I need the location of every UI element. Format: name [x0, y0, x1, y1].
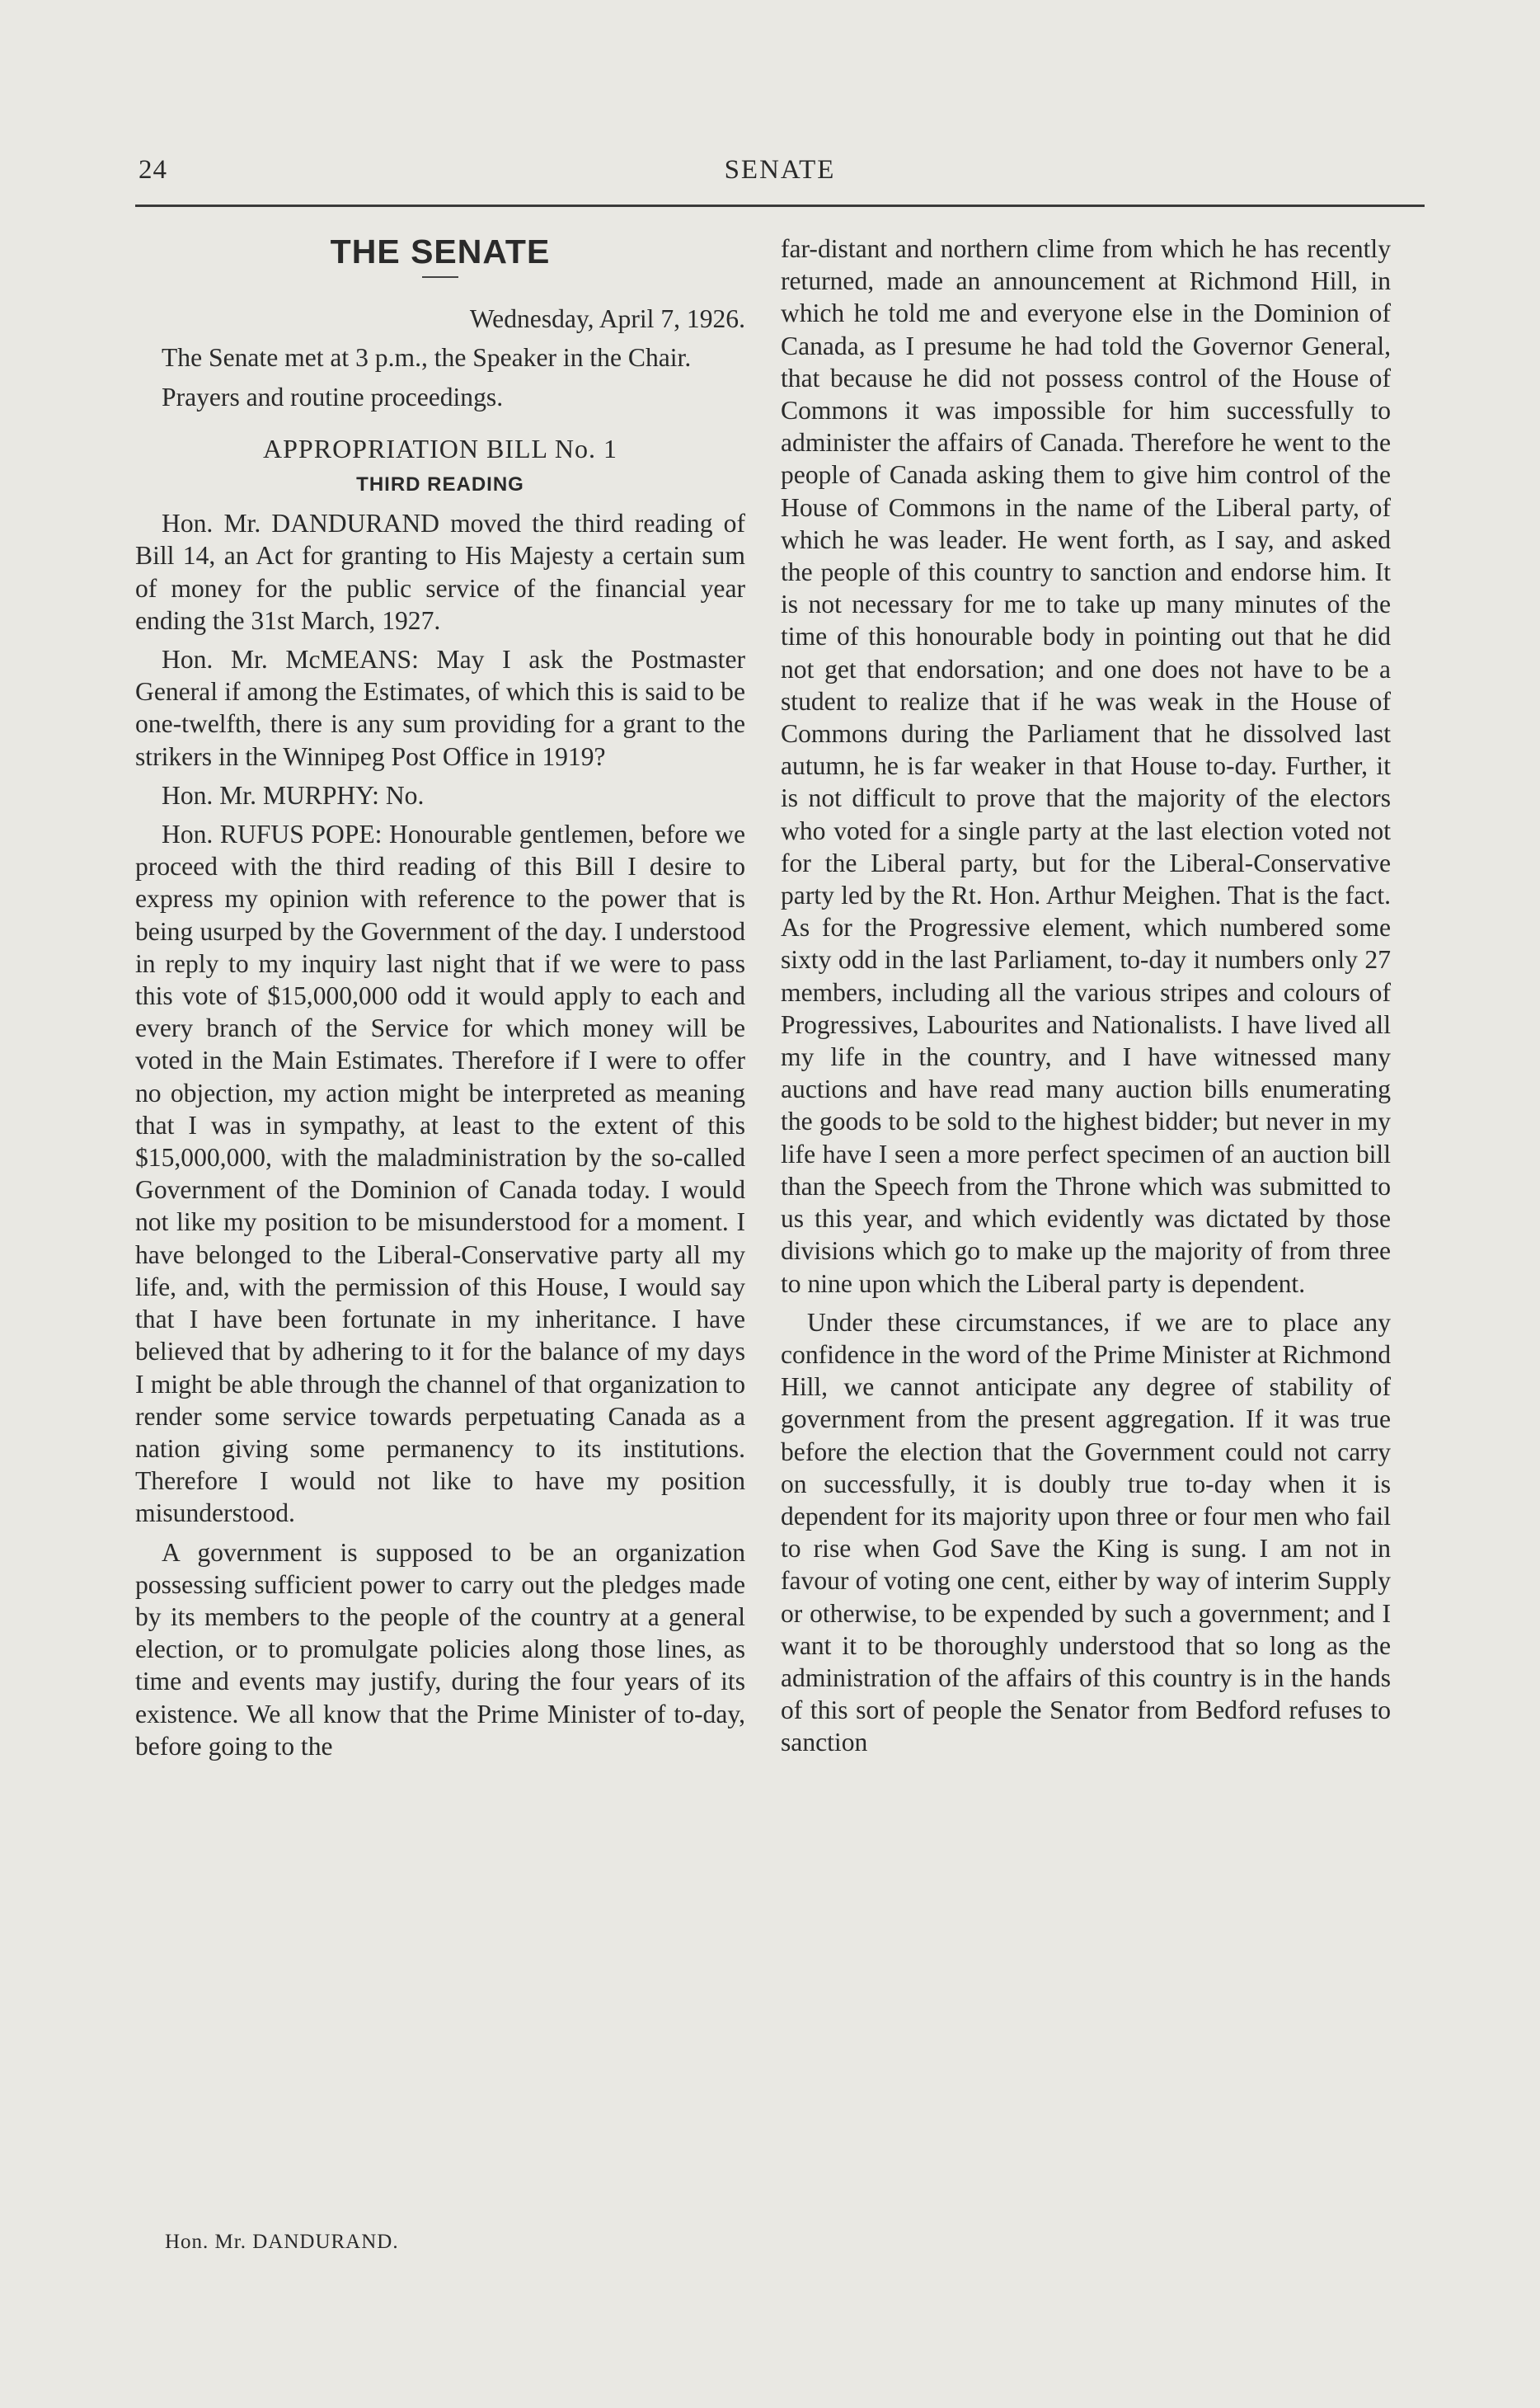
- paragraph: A government is supposed to be an organization possessing sufficient power to carry out the pledges made by its members to the people of the country at a general election, or to promulgate policies along those lines, as time and events may justify, during the four years of its existence. We all know that the Prime Minister of to-day, before going to the: [135, 1537, 745, 1761]
- page-header: [139, 155, 1421, 191]
- session-date: Wednesday, April 7, 1926.: [469, 304, 745, 334]
- page-number: 24: [139, 155, 167, 185]
- paragraph: The Senate met at 3 p.m., the Speaker in the Chair.: [162, 343, 692, 373]
- left-column: [135, 233, 745, 1762]
- right-column: [781, 233, 1391, 1759]
- title-rule: [422, 276, 458, 278]
- bill-subheading: THIRD READING: [356, 473, 524, 496]
- header-rule: [135, 205, 1425, 207]
- paragraph: Under these circumstances, if we are to place any confidence in the word of the Prime Minister at Richmond Hill, we cannot anticipate any degree of stability of government from the present aggregation. If it was true before the election that the Government could not carry on successfully, it is doubly true to-day when it is dependent for its majority upon three or four men who fail to rise when God Save the King is sung. I am not in favour of voting one cent, either by way of interim Supply or otherwise, to be expended by such a government; and I want it to be thoroughly understood that so long as the administration of the affairs of this country is in the hands of this sort of people the Senator from Bedford refuses to sanction: [781, 1307, 1391, 1757]
- paragraph: Prayers and routine proceedings.: [162, 382, 504, 412]
- bill-heading: APPROPRIATION BILL No. 1: [263, 433, 617, 463]
- paragraph: Hon. Mr. McMEANS: May I ask the Postmaster General if among the Estimates, of which this is said to be one-twelfth, there is any sum providing for a grant to the strikers in the Winnipeg Post Office in 1919?: [135, 645, 745, 771]
- page-footer: Hon. Mr. DANDURAND.: [165, 2231, 399, 2253]
- running-title: SENATE: [724, 155, 836, 185]
- paragraph: Hon. Mr. DANDURAND moved the third reading of Bill 14, an Act for granting to His Majesty a certain sum of money for the public service of the financial year ending the 31st March, 1927.: [135, 509, 745, 635]
- section-title: THE SENATE: [330, 233, 551, 270]
- paragraph: Hon. Mr. MURPHY: No.: [162, 780, 425, 810]
- paragraph: far-distant and northern clime from which he has recently returned, made an announcement at Richmond Hill, in which he told me and everyone else in the Dominion of Canada, as I presume he had told the Governor General, that because he did not possess control of the House of Commons it was impossible for him successfully to administer the affairs of Canada. Therefore he went to the people of Canada asking them to give him control of the House of Commons in the name of the Liberal party, of which he was leader. He went forth, as I say, and asked the people of this country to sanction and endorse him. It is not necessary for me to take up many minutes of the time of this honourable body in pointing out that he did not get that endorsation; and one does not have to be a student to realize that if he was weak in the House of Commons during the Parliament that he dissolved last autumn, he is far weaker in that House to-day. Further, it is not difficult to prove that the majority of the electors who voted for a single party at the last election voted not for the Liberal party, but for the Liberal-Conservative party led by the Rt. Hon. Arthur Meighen. That is the fact. As for the Progressive element, which numbered some sixty odd in the last Parliament, to-day it numbers only 27 members, including all the various stripes and colours of Progressives, Labourites and Nationalists. I have lived all my life in the country, and I have witnessed many auctions and have read many auction bills enumerating the goods to be sold to the highest bidder; but never in my life have I seen a more perfect specimen of an auction bill than the Speech from the Throne which was submitted to us this year, and which evidently was dictated by those divisions which go to make up the majority of from three to nine upon which the Liberal party is dependent.: [781, 234, 1391, 1298]
- paragraph: Hon. RUFUS POPE: Honourable gentlemen, before we proceed with the third reading of this Bill I desire to express my opinion with reference to the power that is being usurped by the Government of the day. I understood in reply to my inquiry last night that if we were to pass this vote of $15,000,000 odd it would apply to each and every branch of the Service for which money will be voted in the Main Estimates. Therefore if I were to offer no objection, my action might be interpreted as meaning that I was in sympathy, at least to the extent of this $15,000,000, with the maladministration by the so-called Government of the Dominion of Canada today. I would not like my position to be misunderstood for a moment. I have belonged to the Liberal-Conservative party all my life, and, with the permission of this House, I would say that I have been fortunate in my inheritance. I have believed that by adhering to it for the balance of my days I might be able through the channel of that organization to render some service towards perpetuating Canada as a nation giving some permanency to its institutions. Therefore I would not like to have my position misunderstood.: [135, 820, 745, 1528]
